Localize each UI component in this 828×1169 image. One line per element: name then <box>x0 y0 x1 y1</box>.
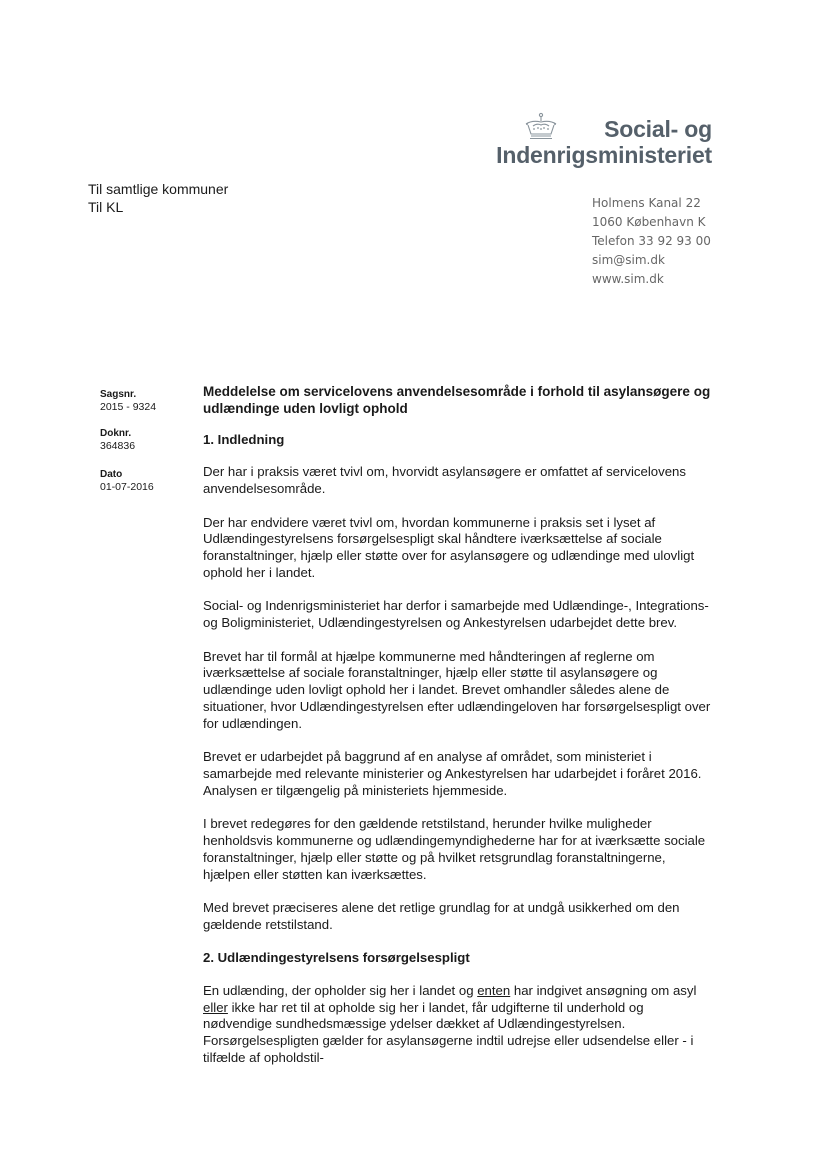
paragraph: Brevet er udarbejdet på baggrund af en analyse af området, som ministeriet i samarbejde med relevante ministerier og Ankestyrelsen har udarbejdet i foråret 2016. Analysen er tilgængelig på ministeriets hjemmeside. <box>203 749 702 798</box>
contact-phone: Telefon 33 92 93 00 <box>592 234 711 248</box>
text-span: En udlænding, der opholder sig her i landet og <box>203 982 478 998</box>
underlined-text: eller <box>203 999 228 1015</box>
paragraph: Der har endvidere været tvivl om, hvordan kommunerne i praksis set i lyset af Udlændingestyrelsens forsørgelsespligt skal håndtere iværksættelse af sociale foranstaltninger, hjælp eller støtte over for asylansøgere og udlændinge med ulovligt ophold her i landet. <box>203 514 695 580</box>
logo-text-line2: Indenrigsministeriet <box>496 142 712 168</box>
section-heading-1: 1. Indledning <box>203 431 285 447</box>
text-span: har indgivet ansøgning om asyl <box>510 982 697 998</box>
crown-icon <box>522 112 560 142</box>
meta-doknr <box>100 428 190 453</box>
section-heading-2: 2. Udlændingestyrelsens forsørgelsespligt <box>203 950 470 966</box>
meta-value: 01-07-2016 <box>100 481 154 493</box>
recipient-line: Til KL <box>88 199 124 215</box>
text-span: ikke har ret til at opholde sig her i landet, får udgifterne til underhold og nødvendige sundhedsmæssige ydelser dækket af Udlændingestyrelsen. Forsørgelsespligten gælder for asylansøgerne indtil udrejse eller udsendelse eller - i tilfælde af opholdstil- <box>203 999 694 1066</box>
underlined-text: enten <box>477 982 511 998</box>
paragraph: Med brevet præciseres alene det retlige grundlag for at undgå usikkerhed om den gældende retstilstand. <box>203 899 680 932</box>
paragraph <box>203 983 715 1067</box>
contact-email: sim@sim.dk <box>592 253 665 267</box>
recipient-line: Til samtlige kommuner <box>88 181 229 197</box>
recipient-block <box>88 180 228 216</box>
meta-value: 364836 <box>100 440 136 452</box>
meta-label: Doknr. <box>100 428 132 439</box>
paragraph: Der har i praksis været tvivl om, hvorvidt asylansøgere er omfattet af servicelovens anvendelsesområde. <box>203 464 686 497</box>
letter-body <box>203 384 715 1083</box>
meta-label: Dato <box>100 469 123 480</box>
contact-address: Holmens Kanal 22 <box>592 196 701 210</box>
logo-text-line1: Social- og <box>604 116 712 142</box>
meta-value: 2015 - 9324 <box>100 401 157 413</box>
paragraph: Brevet har til formål at hjælpe kommunerne med håndteringen af reglerne om iværksættelse af sociale foranstaltninger, hjælp eller støtte til asylansøgere og udlændinge uden lovligt ophold her i landet. Brevet omhandler således alene de situationer, hvor Udlændingestyrelsen efter udlændingeloven har forsørgelsespligt over for udlændingen. <box>203 648 711 731</box>
contact-website: www.sim.dk <box>592 272 664 286</box>
meta-dato <box>100 469 190 494</box>
meta-sagsnr <box>100 389 190 414</box>
ministry-logo <box>496 112 718 168</box>
paragraph: Social- og Indenrigsministeriet har derfor i samarbejde med Udlændinge-, Integrations- og Boligministeriet, Udlændingestyrelsen og Ankestyrelsen udarbejdet dette brev. <box>203 598 709 631</box>
letter-title: Meddelelse om servicelovens anvendelsesområde i forhold til asylansøgere og udlændinge uden lovligt ophold <box>203 384 711 416</box>
contact-city: 1060 København K <box>592 215 706 229</box>
paragraph: I brevet redegøres for den gældende retstilstand, herunder hvilke muligheder henholdsvis kommunerne og udlændingemyndighederne har for at iværksætte sociale foranstaltninger, hjælp eller støtte og på hvilket retsgrundlag foranstaltningerne, hjælpen eller støtten kan iværksættes. <box>203 816 706 882</box>
meta-label: Sagsnr. <box>100 389 137 400</box>
contact-block <box>592 194 711 289</box>
